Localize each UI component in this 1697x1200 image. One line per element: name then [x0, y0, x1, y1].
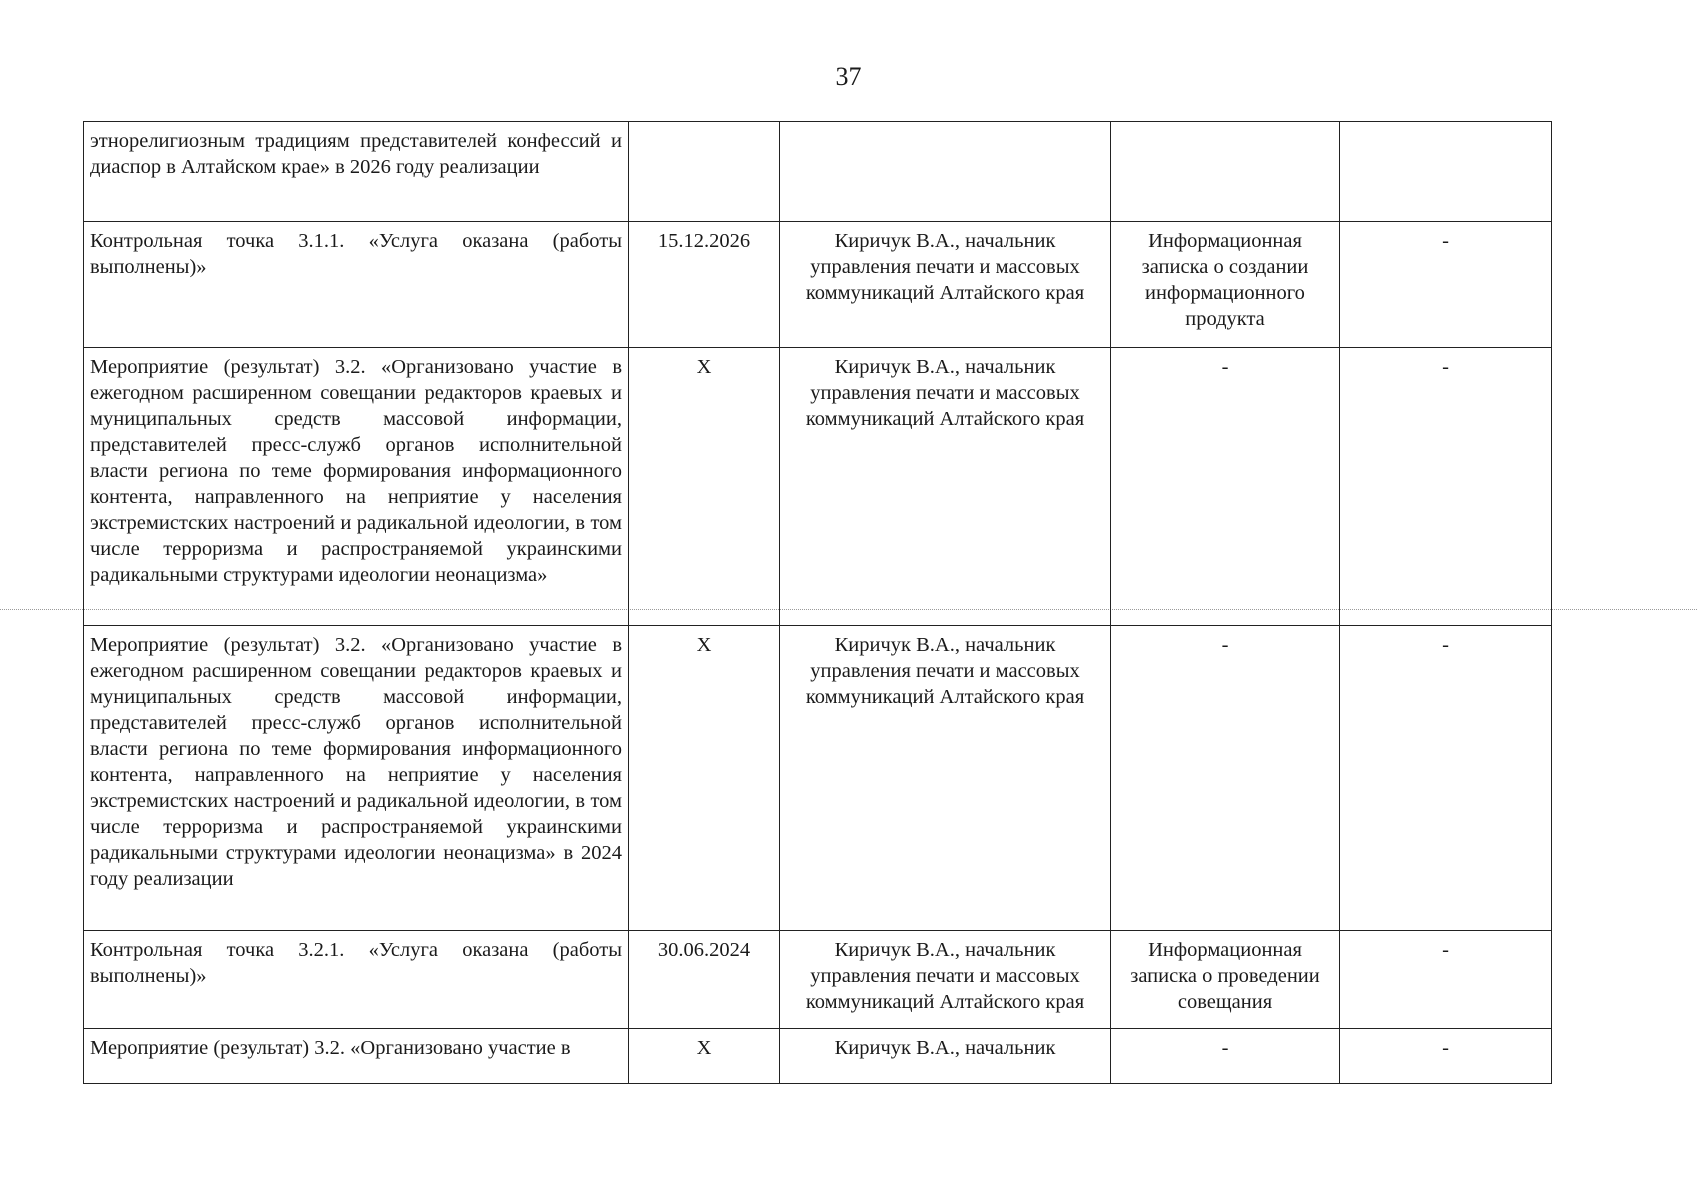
row-date: 30.06.2024	[629, 931, 780, 1029]
table-row	[84, 348, 1552, 626]
row-responsible: Киричук В.А., начальник управления печати и массовых коммуникаций Алтайского края	[780, 931, 1111, 1029]
table-row	[84, 1029, 1552, 1084]
table-row	[84, 931, 1552, 1029]
row-document: Информационная записка о создании информационного продукта	[1111, 222, 1340, 348]
row-extra: -	[1340, 626, 1552, 931]
row-date	[629, 122, 780, 222]
table-row	[84, 222, 1552, 348]
row-description: Мероприятие (результат) 3.2. «Организовано участие в ежегодном расширенном совещании редакторов краевых и муниципальных средств массовой информации, представителей пресс-служб органов исполнительной власти региона по теме формирования информационного контента, направленного на неприятие у населения экстремистских настроений и радикальной идеологии, в том числе терроризма и распространяемой украинскими радикальными структурами идеологии неонацизма»	[84, 348, 629, 626]
row-document: -	[1111, 1029, 1340, 1084]
row-responsible: Киричук В.А., начальник управления печати и массовых коммуникаций Алтайского края	[780, 222, 1111, 348]
row-description: этнорелигиозным традициям представителей конфессий и диаспор в Алтайском крае» в 2026 году реализации	[84, 122, 629, 222]
row-date: Х	[629, 626, 780, 931]
row-description: Мероприятие (результат) 3.2. «Организовано участие в ежегодном расширенном совещании редакторов краевых и муниципальных средств массовой информации, представителей пресс-служб органов исполнительной власти региона по теме формирования информационного контента, направленного на неприятие у населения экстремистских настроений и радикальной идеологии, в том числе терроризма и распространяемой украинскими радикальными структурами идеологии неонацизма» в 2024 году реализации	[84, 626, 629, 931]
row-description: Мероприятие (результат) 3.2. «Организовано участие в	[84, 1029, 629, 1084]
row-extra	[1340, 122, 1552, 222]
row-extra: -	[1340, 348, 1552, 626]
table-row	[84, 122, 1552, 222]
row-description: Контрольная точка 3.1.1. «Услуга оказана (работы выполнены)»	[84, 222, 629, 348]
row-extra: -	[1340, 1029, 1552, 1084]
table-row	[84, 626, 1552, 931]
row-responsible	[780, 122, 1111, 222]
row-extra: -	[1340, 222, 1552, 348]
row-document: -	[1111, 348, 1340, 626]
row-responsible: Киричук В.А., начальник	[780, 1029, 1111, 1084]
row-description: Контрольная точка 3.2.1. «Услуга оказана (работы выполнены)»	[84, 931, 629, 1029]
row-responsible: Киричук В.А., начальник управления печати и массовых коммуникаций Алтайского края	[780, 348, 1111, 626]
row-responsible: Киричук В.А., начальник управления печати и массовых коммуникаций Алтайского края	[780, 626, 1111, 931]
row-date: Х	[629, 348, 780, 626]
row-document: -	[1111, 626, 1340, 931]
row-date: Х	[629, 1029, 780, 1084]
row-document: Информационная записка о проведении совещания	[1111, 931, 1340, 1029]
row-date: 15.12.2026	[629, 222, 780, 348]
plan-table	[83, 121, 1552, 1084]
page-number: 37	[835, 62, 862, 91]
row-document	[1111, 122, 1340, 222]
row-extra: -	[1340, 931, 1552, 1029]
